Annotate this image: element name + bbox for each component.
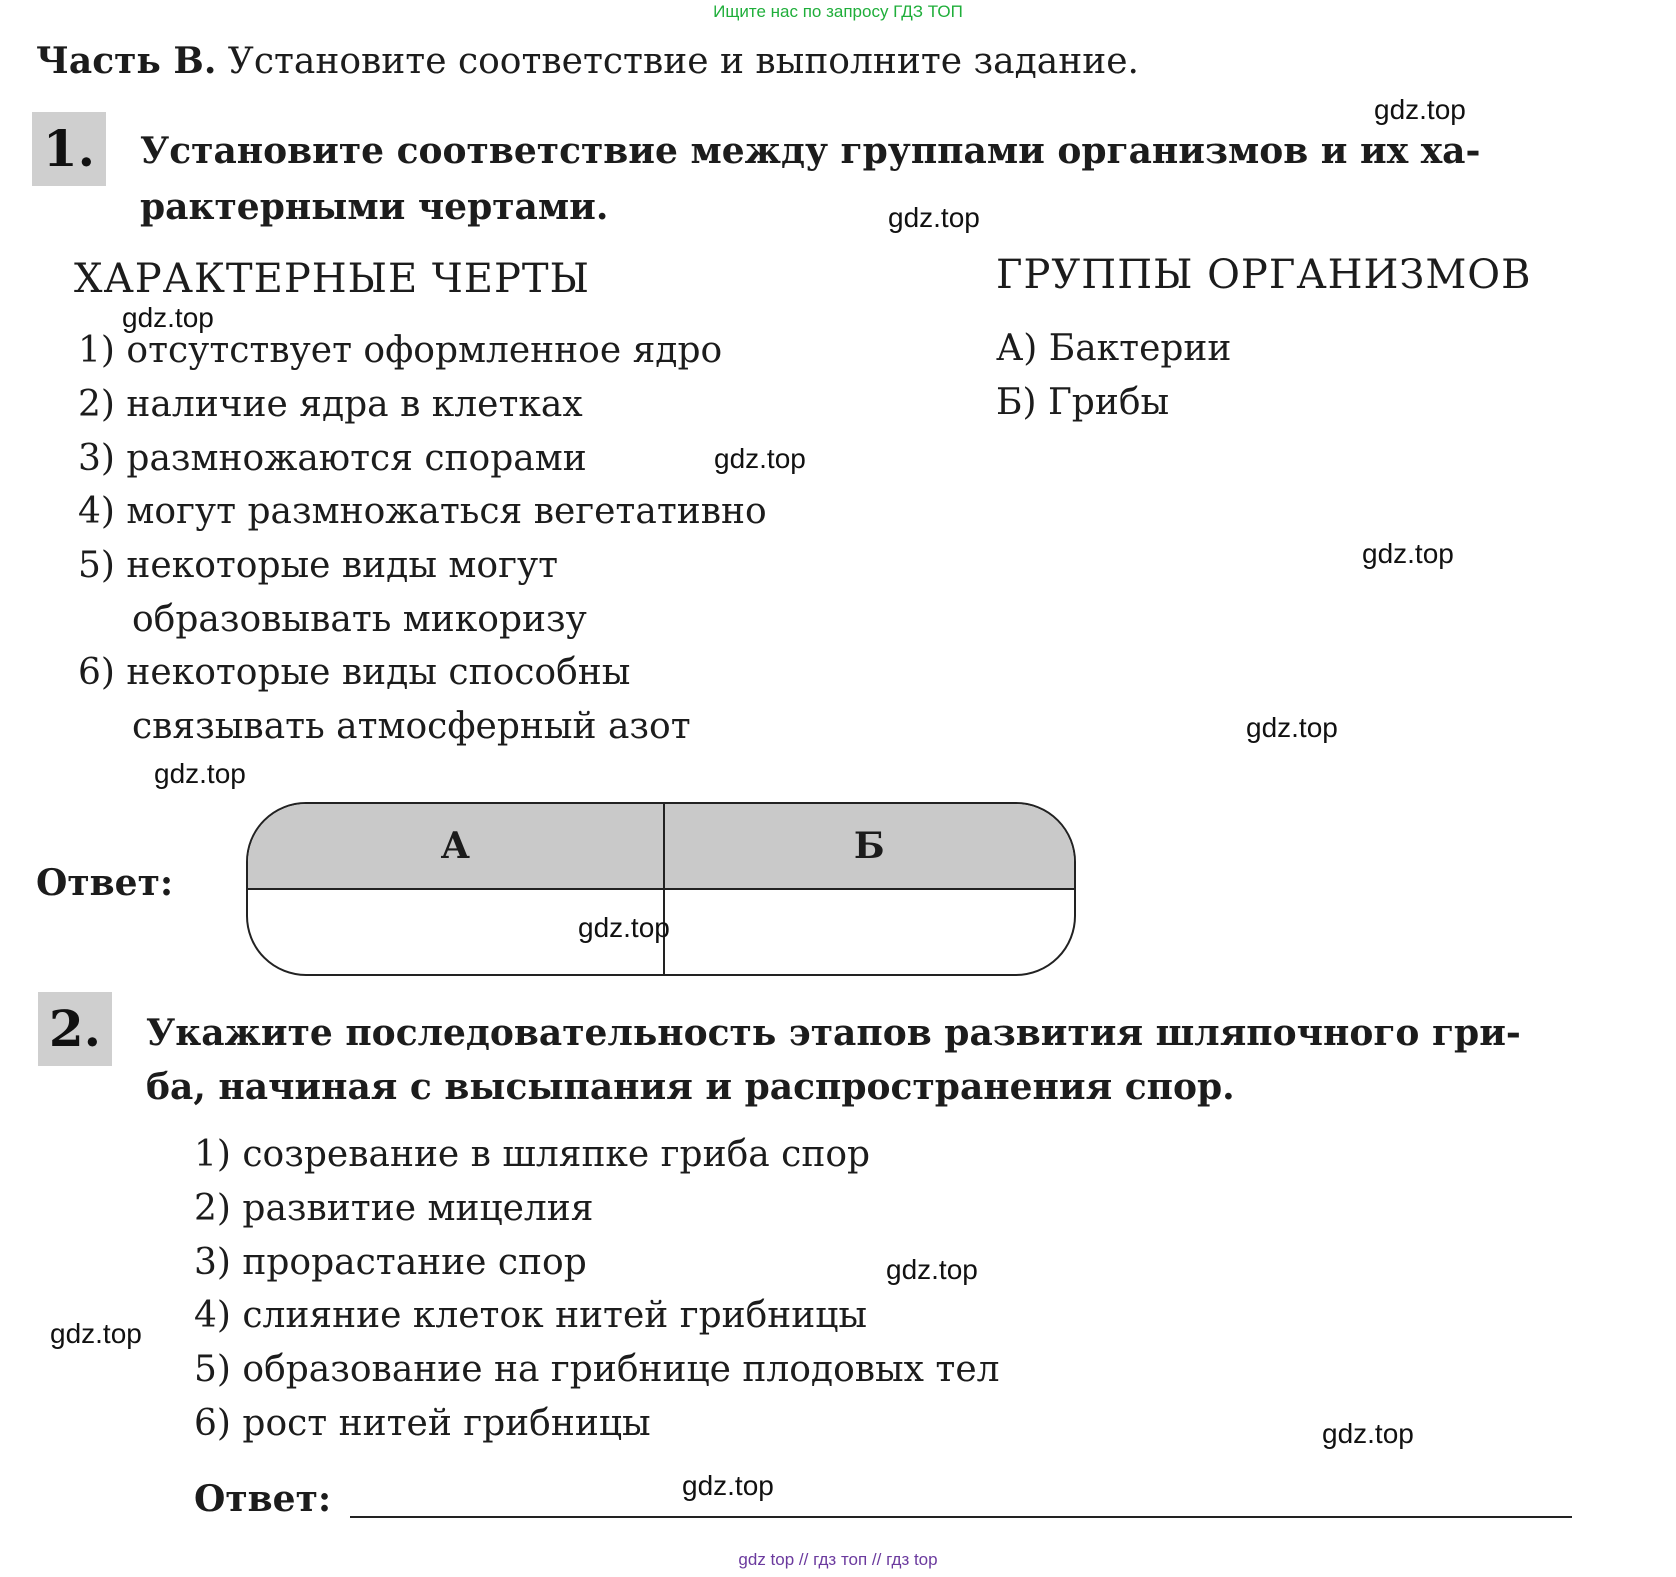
task2-text-line1: Укажите последовательность этапов развития шляпочного гри- <box>146 1012 1521 1054</box>
feature-item-continuation: образовывать микоризу <box>132 599 587 640</box>
answer-column-a: А <box>248 804 665 890</box>
feature-item: 2) наличие ядра в клетках <box>78 384 583 425</box>
task1-number: 1. <box>32 112 106 186</box>
task1-text-line2: рактерными чертами. <box>140 186 609 228</box>
watermark: gdz.top <box>886 1254 978 1285</box>
task1-answer-label: Ответ: <box>36 862 174 904</box>
watermark: gdz.top <box>122 302 214 333</box>
watermark: gdz.top <box>682 1470 774 1501</box>
watermark: gdz.top <box>578 912 670 943</box>
step-item: 2) развитие мицелия <box>194 1188 594 1229</box>
task2-answer-line[interactable] <box>350 1516 1572 1518</box>
step-item: 1) созревание в шляпке гриба спор <box>194 1134 871 1175</box>
feature-item: 5) некоторые виды могут <box>78 545 559 586</box>
answer-column-b: Б <box>665 804 1075 890</box>
task2-number: 2. <box>38 992 112 1066</box>
step-item: 4) слияние клеток нитей грибницы <box>194 1295 868 1336</box>
bottom-banner: gdz top // гдз топ // гдз top <box>738 1550 938 1569</box>
feature-item-continuation: связывать атмосферный азот <box>132 706 691 747</box>
watermark: gdz.top <box>1322 1418 1414 1449</box>
task1-text-line1: Установите соответствие между группами организмов и их ха- <box>140 130 1481 172</box>
groups-header: ГРУППЫ ОРГАНИЗМОВ <box>996 252 1532 298</box>
feature-item: 3) размножаются спорами <box>78 438 587 479</box>
task1-answer-table <box>246 802 1076 976</box>
watermark: gdz.top <box>154 758 246 789</box>
part-title-bold: Часть В. <box>36 40 217 82</box>
step-item: 6) рост нитей грибницы <box>194 1403 651 1444</box>
top-banner: Ищите нас по запросу ГДЗ ТОП <box>713 2 963 21</box>
answer-cell-b[interactable] <box>665 890 1075 974</box>
part-title-rest: Установите соответствие и выполните задание. <box>216 41 1139 82</box>
watermark: gdz.top <box>50 1318 142 1349</box>
part-title <box>36 40 1139 82</box>
step-item: 3) прорастание спор <box>194 1242 587 1283</box>
task2-answer-label: Ответ: <box>194 1478 332 1520</box>
watermark: gdz.top <box>714 443 806 474</box>
step-item: 5) образование на грибнице плодовых тел <box>194 1349 1000 1390</box>
group-item-bacteria: А) Бактерии <box>996 328 1232 369</box>
watermark: gdz.top <box>888 202 980 233</box>
watermark: gdz.top <box>1362 538 1454 569</box>
features-header: ХАРАКТЕРНЫЕ ЧЕРТЫ <box>74 256 590 302</box>
feature-item: 4) могут размножаться вегетативно <box>78 491 767 532</box>
watermark: gdz.top <box>1374 94 1466 125</box>
feature-item: 6) некоторые виды способны <box>78 652 631 693</box>
feature-item: 1) отсутствует оформленное ядро <box>78 330 723 371</box>
group-item-fungi: Б) Грибы <box>996 382 1170 423</box>
watermark: gdz.top <box>1246 712 1338 743</box>
task2-text-line2: ба, начиная с высыпания и распространения спор. <box>146 1066 1235 1108</box>
